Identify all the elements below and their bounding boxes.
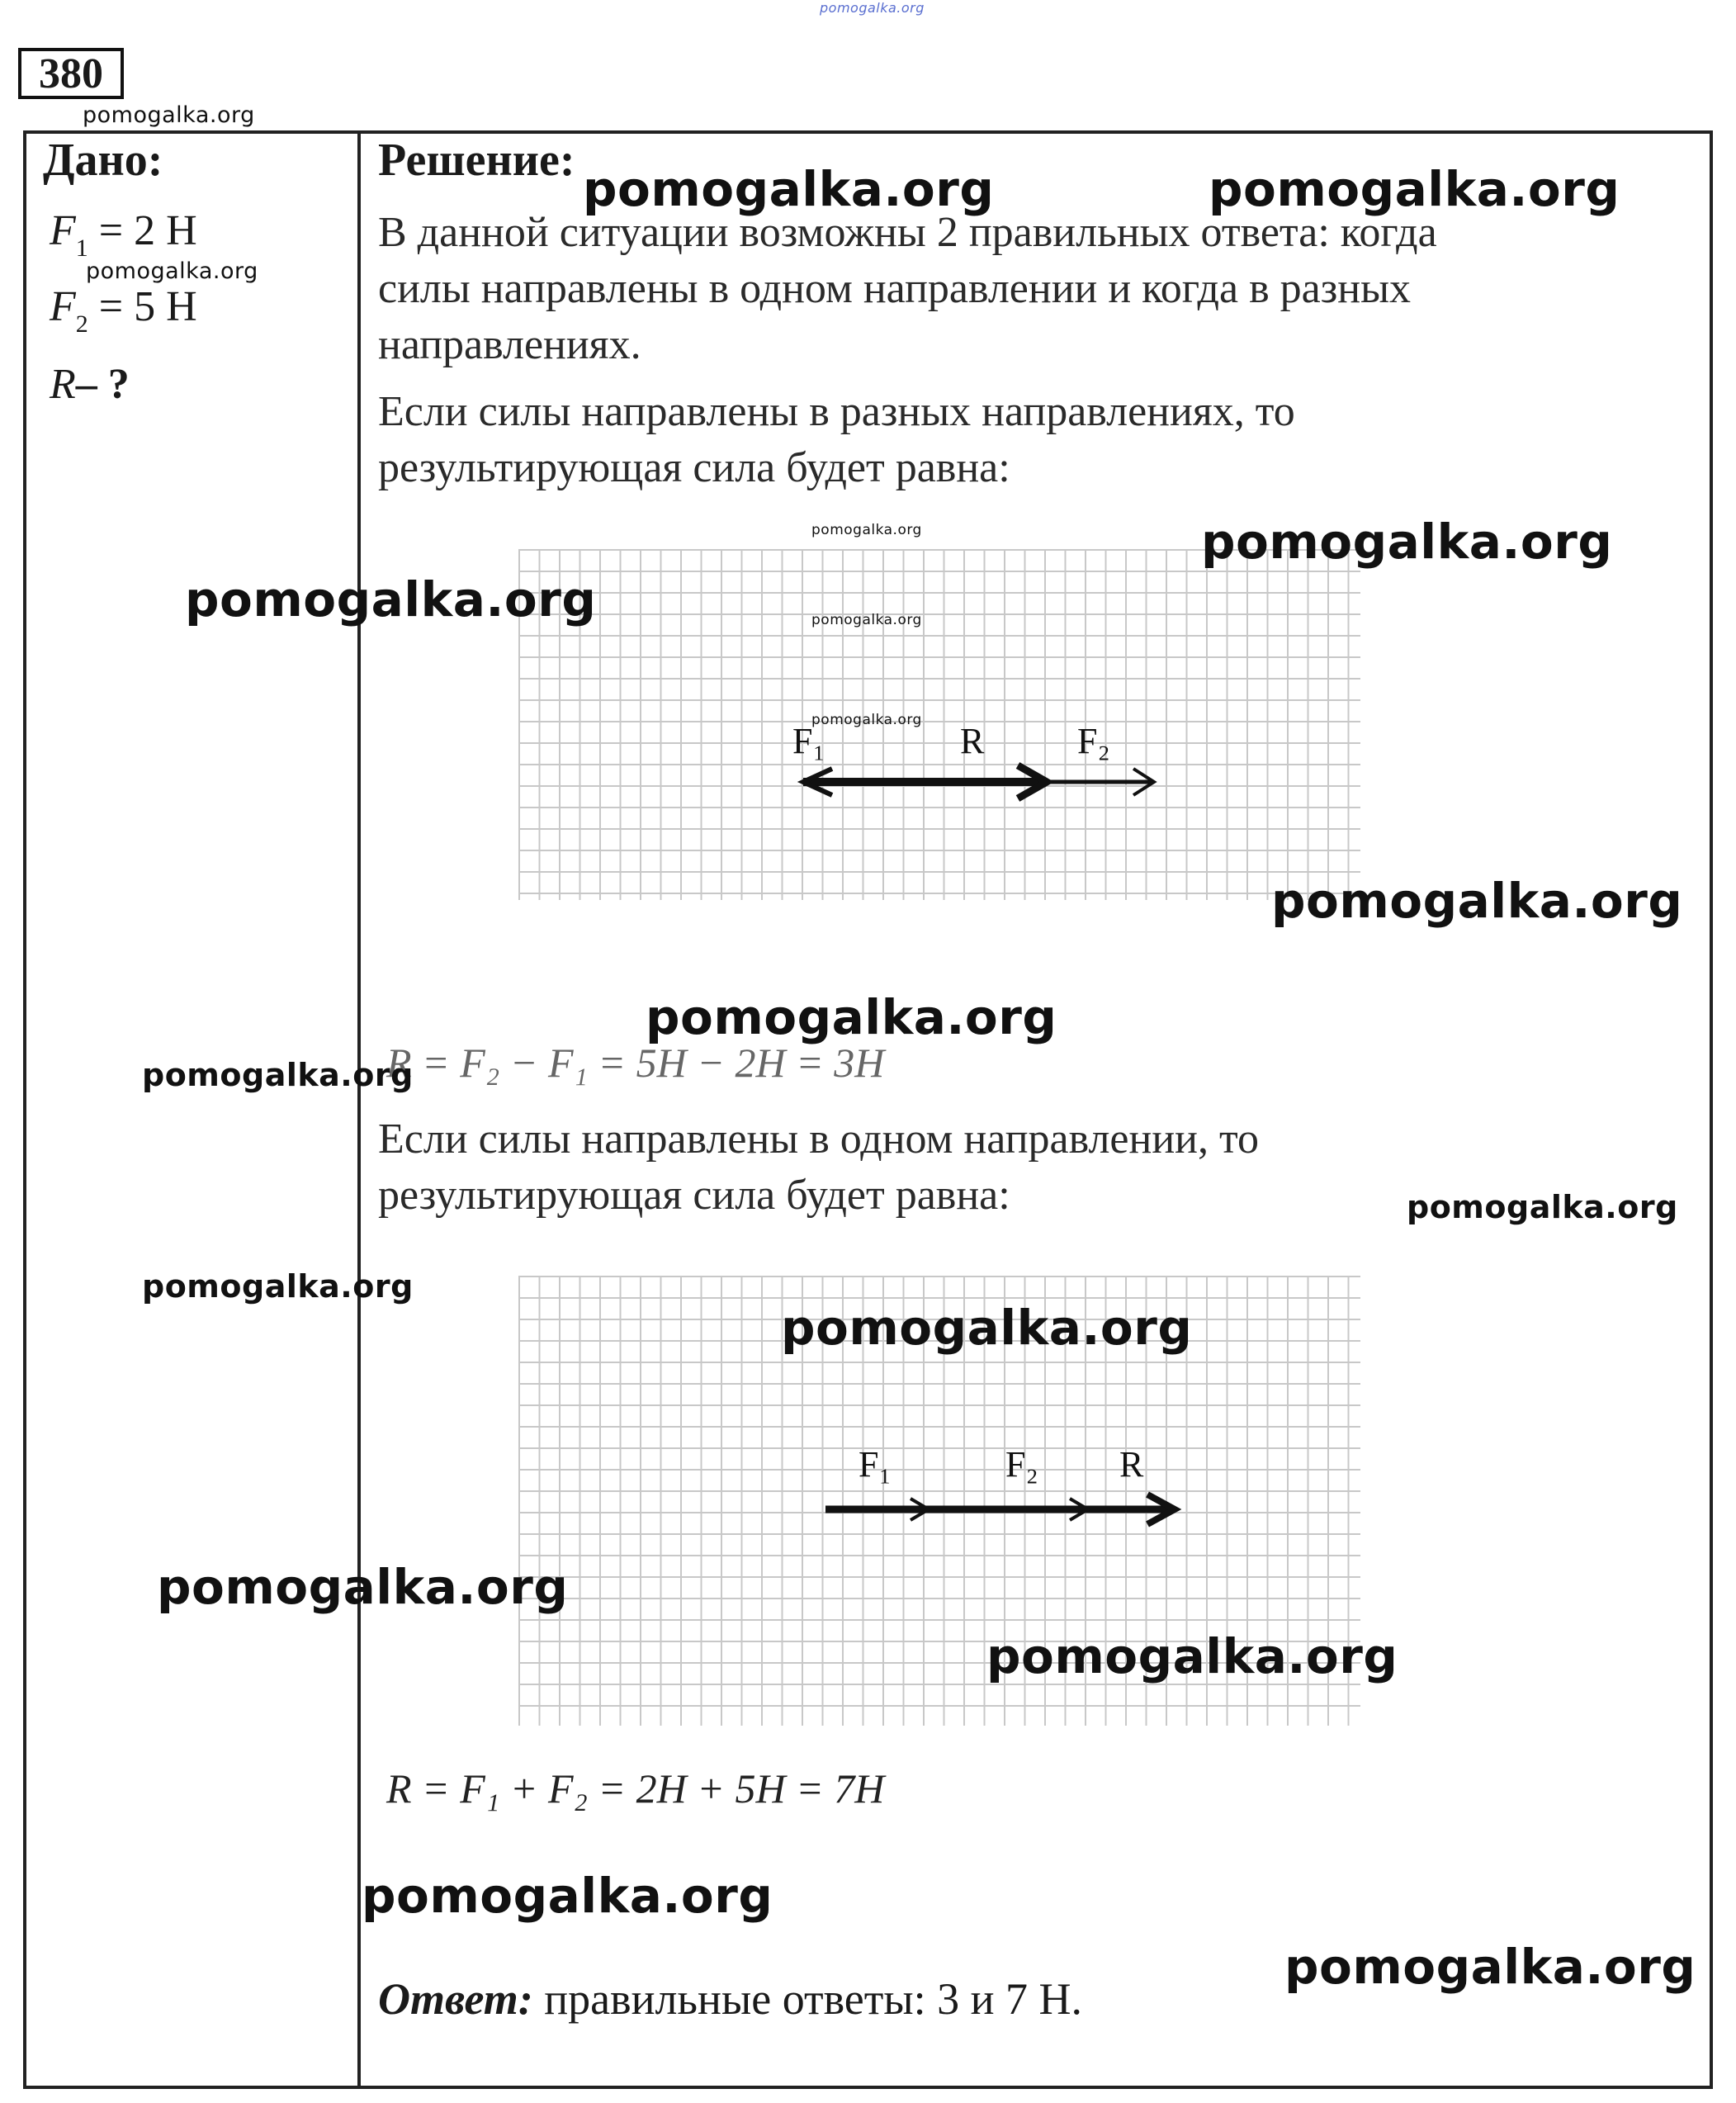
solution-title: Решение: xyxy=(378,135,575,186)
watermark: pomogalka.org xyxy=(583,161,995,217)
given-unknown xyxy=(50,360,130,409)
number-watermark: pomogalka.org xyxy=(83,102,255,128)
given-f2 xyxy=(50,282,197,338)
watermark: pomogalka.org xyxy=(1201,514,1613,570)
answer-line xyxy=(378,1973,1082,2025)
given-f1 xyxy=(50,206,197,262)
f2-symbol: F xyxy=(50,283,76,330)
watermark: pomogalka.org xyxy=(811,522,922,538)
same-line: Если силы направлены в одном направлении, то xyxy=(378,1115,1260,1163)
diagram2-label-r: R xyxy=(1119,1444,1144,1485)
column-divider xyxy=(357,130,361,2089)
f1-value: = 2 Н xyxy=(98,207,197,254)
watermark: pomogalka.org xyxy=(781,1300,1193,1356)
intro-line: В данной ситуации возможны 2 правильных ответа: когда xyxy=(378,209,1437,256)
top-watermark: pomogalka.org xyxy=(820,0,925,16)
f2-index: 2 xyxy=(75,310,88,338)
diagram2-label-f1: F₁ xyxy=(859,1444,892,1485)
f1-symbol: F xyxy=(50,207,76,254)
watermark: pomogalka.org xyxy=(362,1868,773,1924)
diagram2-label-f2: F₂ xyxy=(1005,1444,1038,1485)
formula-opposite: R = F₂ − F₁ = 5H − 2H = 3H xyxy=(386,1040,885,1086)
watermark: pomogalka.org xyxy=(86,258,258,284)
opposite-line: Если силы направлены в разных направлениях, то xyxy=(378,388,1295,435)
intro-line: направлениях. xyxy=(378,321,641,368)
intro-line: силы направлены в одном направлении и когда в разных xyxy=(378,265,1412,312)
f1-index: 1 xyxy=(75,234,88,262)
problem-number: 380 xyxy=(18,48,124,99)
watermark: pomogalka.org xyxy=(986,1628,1398,1684)
unknown-symbol: R xyxy=(50,361,76,408)
watermark: pomogalka.org xyxy=(1284,1939,1696,1995)
diagram1-label-f1: F₁ xyxy=(792,721,825,761)
given-title: Дано: xyxy=(43,135,163,186)
f2-value: = 5 Н xyxy=(98,283,197,330)
same-text xyxy=(378,1111,1259,1224)
solution-intro xyxy=(378,205,1437,373)
watermark: pomogalka.org xyxy=(1209,161,1620,217)
watermark: pomogalka.org xyxy=(811,712,922,728)
watermark: pomogalka.org xyxy=(1407,1189,1678,1225)
watermark: pomogalka.org xyxy=(185,571,597,628)
watermark: pomogalka.org xyxy=(1271,873,1683,929)
watermark: pomogalka.org xyxy=(142,1268,414,1305)
diagram1-label-f2: F₂ xyxy=(1077,721,1110,761)
watermark: pomogalka.org xyxy=(811,612,922,628)
answer-text: правильные ответы: 3 и 7 Н. xyxy=(544,1974,1083,2024)
opposite-text xyxy=(378,384,1295,496)
watermark: pomogalka.org xyxy=(646,989,1057,1045)
answer-label: Ответ: xyxy=(378,1974,533,2024)
watermark: pomogalka.org xyxy=(157,1559,569,1615)
watermark: pomogalka.org xyxy=(142,1057,414,1093)
diagram1-label-r: R xyxy=(960,721,985,761)
formula-same: R = F₁ + F₂ = 2H + 5H = 7H xyxy=(386,1765,885,1812)
opposite-line: результирующая сила будет равна: xyxy=(378,444,1010,491)
vector-diagram-opposite xyxy=(518,549,1360,900)
same-line: результирующая сила будет равна: xyxy=(378,1172,1010,1219)
unknown-suffix: – ? xyxy=(75,361,130,408)
